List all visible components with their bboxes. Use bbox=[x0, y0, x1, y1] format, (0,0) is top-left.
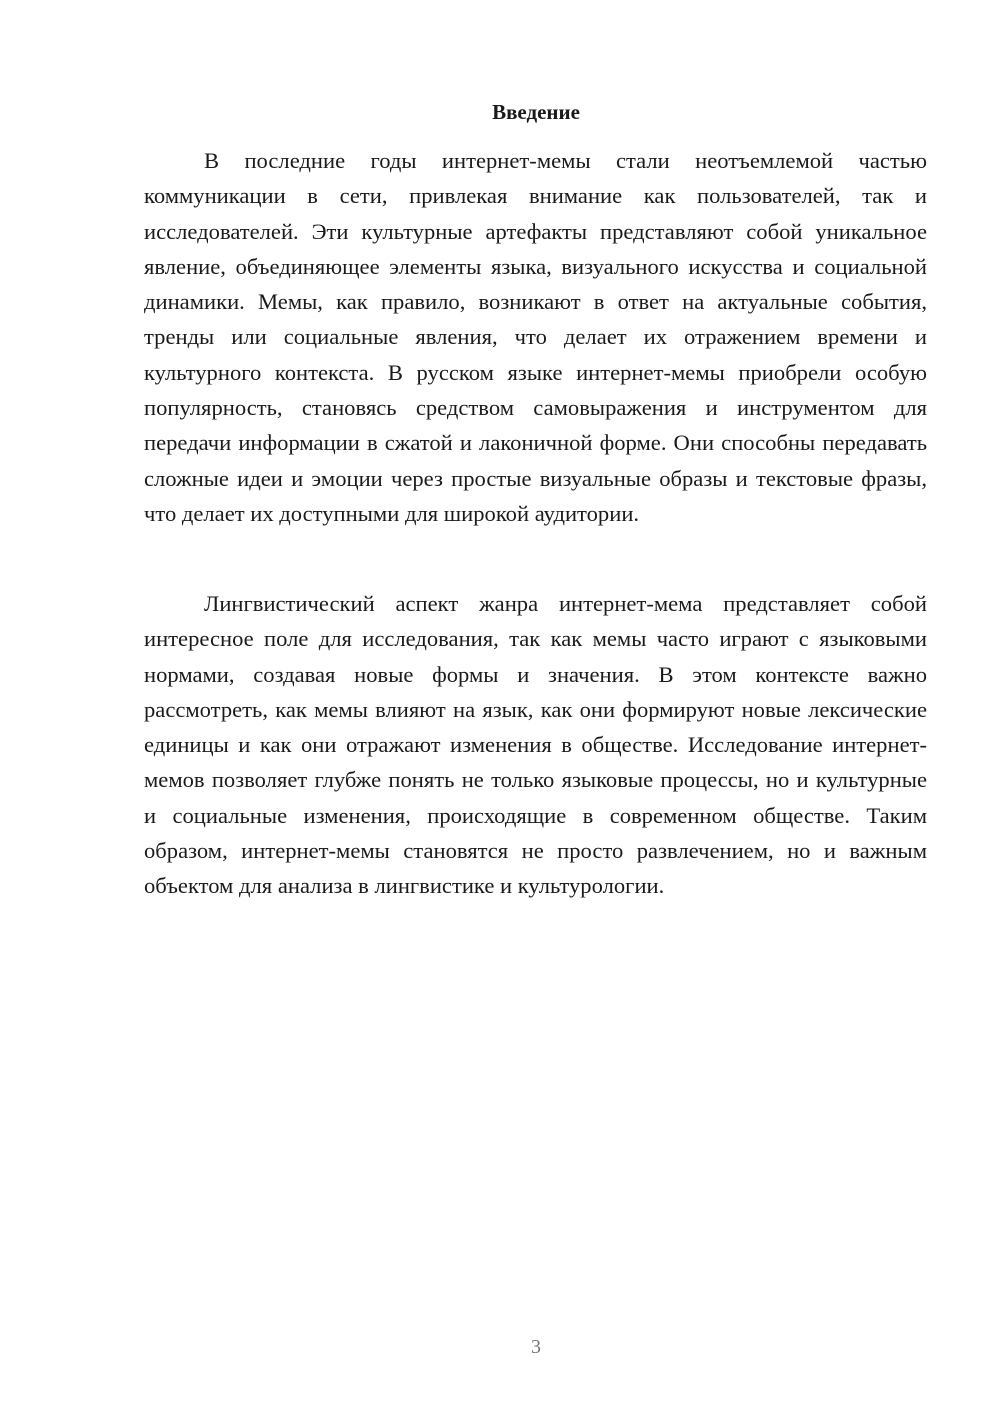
page-number: 3 bbox=[531, 1336, 541, 1358]
paragraph-linguistic-aspect: Лингвистический аспект жанра интернет-мема представляет собой интересное поле для исследования, так как мемы часто играют с языковыми нормами, создавая новые формы и значения. В этом контексте важно рассмотреть, как мемы влияют на язык, как они формируют новые лексические единицы и как они отражают изменения в обществе. Исследование интернет-мемов позволяет глубже понять не только языковые процессы, но и культурные и социальные изменения, происходящие в современном обществе. Таким образом, интернет-мемы становятся не просто развлечением, но и важным объектом для анализа в лингвистике и культурологии. bbox=[144, 591, 927, 899]
paragraph-intro: В последние годы интернет-мемы стали неотъемлемой частью коммуникации в сети, привлекая внимание как пользователей, так и исследователей. Эти культурные артефакты представляют собой уникальное явление, объединяющее элементы языка, визуального искусства и социальной динамики. Мемы, как правило, возникают в ответ на актуальные события, тренды или социальные явления, что делает их отражением времени и культурного контекста. В русском языке интернет-мемы приобрели особую популярность, становясь средством самовыражения и инструментом для передачи информации в сжатой и лаконичной форме. Они способны передавать сложные идеи и эмоции через простые визуальные образы и текстовые фразы, что делает их доступными для широкой аудитории. bbox=[144, 148, 927, 526]
section-heading: Введение bbox=[492, 100, 580, 124]
